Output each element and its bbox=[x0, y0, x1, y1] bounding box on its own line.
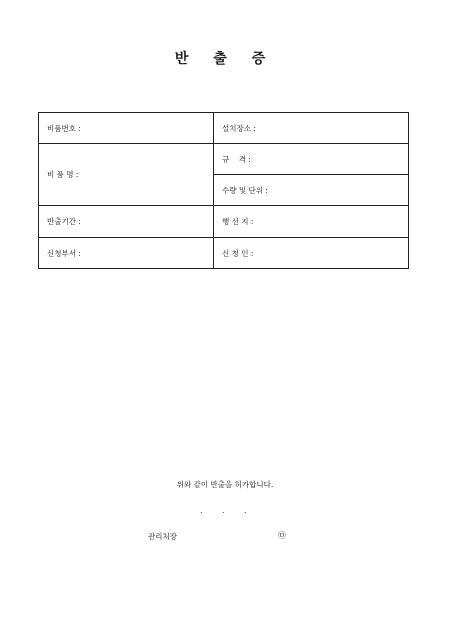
form-row-department bbox=[39, 238, 409, 269]
form-row-period bbox=[39, 206, 409, 238]
approval-statement: 위와 같이 반출을 허가합니다. bbox=[176, 480, 274, 489]
document-title: 반 출 증 bbox=[174, 51, 276, 67]
date-year-separator: . bbox=[200, 506, 203, 515]
date-line bbox=[200, 506, 266, 515]
applicant-field[interactable]: 신 청 인 : bbox=[214, 238, 409, 269]
form-row-item-name bbox=[39, 144, 409, 175]
checkout-form-table bbox=[38, 112, 409, 269]
date-day-separator: . bbox=[244, 506, 247, 515]
quantity-unit-field[interactable]: 수량 및 단위 : bbox=[214, 175, 409, 206]
department-field[interactable]: 신청부서 : bbox=[39, 238, 214, 269]
form-row-item-number bbox=[39, 113, 409, 144]
install-location-field[interactable]: 설치장소 : bbox=[214, 113, 409, 144]
destination-field[interactable]: 행 선 지 : bbox=[214, 206, 409, 238]
approver-label: 관리처장 bbox=[148, 532, 177, 541]
item-number-field[interactable]: 비품번호 : bbox=[39, 113, 214, 144]
seal-mark: ㉤ bbox=[278, 531, 286, 540]
date-month-separator: . bbox=[222, 506, 225, 515]
item-name-field[interactable]: 비 품 명 : bbox=[39, 144, 214, 206]
checkout-period-field[interactable]: 반출기간 : bbox=[39, 206, 214, 238]
spec-field[interactable]: 규 격 : bbox=[214, 144, 409, 175]
